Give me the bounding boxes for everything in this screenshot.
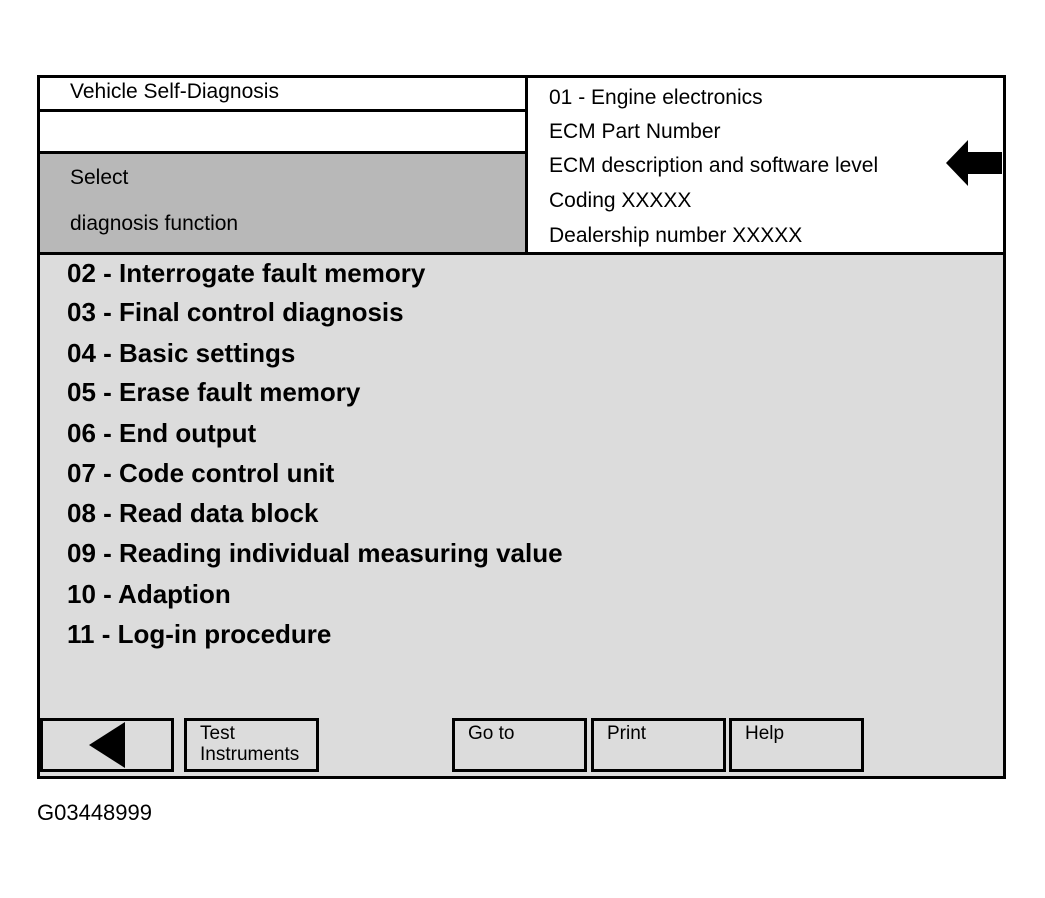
menu-item-end-output[interactable]: 06 - End output [67, 418, 257, 448]
diagnosis-screen [37, 75, 1006, 779]
control-unit-info [525, 78, 1003, 252]
header-divider [40, 252, 1003, 255]
info-line-description: ECM description and software level [549, 154, 879, 177]
menu-item-erase-fault-memory[interactable]: 05 - Erase fault memory [67, 377, 361, 407]
back-button[interactable] [40, 718, 174, 772]
menu-item-interrogate-fault-memory[interactable]: 02 - Interrogate fault memory [67, 258, 426, 288]
help-label: Help [745, 723, 785, 744]
test-instruments-label-line2: Instruments [200, 744, 300, 765]
menu-item-final-control-diagnosis[interactable]: 03 - Final control diagnosis [67, 297, 404, 327]
info-line-dealership: Dealership number XXXXX [549, 224, 803, 247]
help-button[interactable] [729, 718, 864, 772]
arrow-left-icon [946, 138, 1003, 188]
menu-item-code-control-unit[interactable]: 07 - Code control unit [67, 458, 335, 488]
test-instruments-label-line1: Test [200, 723, 235, 744]
info-line-coding: Coding XXXXX [549, 189, 692, 212]
print-label: Print [607, 723, 647, 744]
screen-title-text: Vehicle Self-Diagnosis [70, 80, 279, 103]
menu-item-read-data-block[interactable]: 08 - Read data block [67, 498, 319, 528]
select-prompt [40, 154, 525, 252]
triangle-left-icon [43, 721, 171, 769]
menu-item-log-in-procedure[interactable]: 11 - Log-in procedure [67, 619, 332, 649]
menu-item-adaption[interactable]: 10 - Adaption [67, 579, 231, 609]
menu-item-basic-settings[interactable]: 04 - Basic settings [67, 338, 296, 368]
test-instruments-button[interactable] [184, 718, 319, 772]
info-line-part-number: ECM Part Number [549, 120, 721, 143]
go-to-button[interactable] [452, 718, 587, 772]
screen-title [40, 78, 525, 112]
figure-id: G03448999 [37, 800, 152, 825]
go-to-label: Go to [468, 723, 515, 744]
menu-item-reading-measuring-value[interactable]: 09 - Reading individual measuring value [67, 538, 563, 568]
print-button[interactable] [591, 718, 726, 772]
select-prompt-line1: Select [70, 166, 129, 189]
status-field [40, 112, 525, 154]
info-line-control-unit: 01 - Engine electronics [549, 86, 763, 109]
select-prompt-line2: diagnosis function [70, 212, 239, 235]
